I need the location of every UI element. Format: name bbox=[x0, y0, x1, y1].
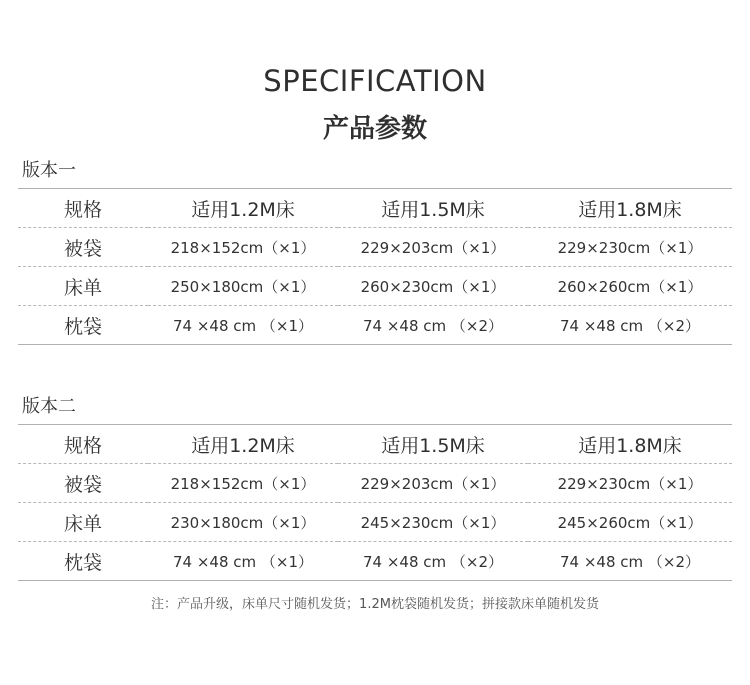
table-cell: 229×203cm（×1） bbox=[360, 474, 506, 493]
table-header-row bbox=[18, 425, 732, 464]
spec-table-version-2 bbox=[18, 424, 732, 581]
header-1-2m: 适用1.2M床 bbox=[191, 434, 295, 457]
table-cell: 74 ×48 cm （×1） bbox=[172, 316, 314, 335]
table-cell: 218×152cm（×1） bbox=[170, 474, 316, 493]
table-cell: 74 ×48 cm （×2） bbox=[559, 552, 701, 571]
footnote: 注：产品升级，床单尺寸随机发货；1.2M枕袋随机发货；拼接款床单随机发货 bbox=[151, 597, 599, 612]
version-2-label: 版本二 bbox=[22, 396, 76, 417]
table-row bbox=[18, 306, 732, 345]
row-label-sheet: 床单 bbox=[63, 512, 102, 535]
table-cell: 260×260cm（×1） bbox=[557, 277, 703, 296]
table-cell: 250×180cm（×1） bbox=[170, 277, 316, 296]
title-chinese: 产品参数 bbox=[322, 114, 427, 144]
header-1-8m: 适用1.8M床 bbox=[578, 198, 682, 221]
version-1-label: 版本一 bbox=[22, 160, 76, 181]
row-label-pillowcase: 枕袋 bbox=[63, 551, 102, 574]
title-english: SPECIFICATION bbox=[263, 64, 487, 98]
header-spec: 规格 bbox=[63, 434, 102, 457]
row-label-pillowcase: 枕袋 bbox=[63, 315, 102, 338]
header-1-5m: 适用1.5M床 bbox=[381, 434, 485, 457]
table-cell: 230×180cm（×1） bbox=[170, 513, 316, 532]
table-cell: 245×260cm（×1） bbox=[557, 513, 703, 532]
spec-table-version-1 bbox=[18, 188, 732, 345]
table-row bbox=[18, 542, 732, 581]
table-row bbox=[18, 267, 732, 306]
row-label-duvet: 被袋 bbox=[63, 237, 102, 260]
table-row bbox=[18, 503, 732, 542]
row-label-duvet: 被袋 bbox=[63, 473, 102, 496]
row-label-sheet: 床单 bbox=[63, 276, 102, 299]
table-cell: 229×203cm（×1） bbox=[360, 238, 506, 257]
table-cell: 260×230cm（×1） bbox=[360, 277, 506, 296]
header-1-5m: 适用1.5M床 bbox=[381, 198, 485, 221]
header-1-8m: 适用1.8M床 bbox=[578, 434, 682, 457]
table-cell: 245×230cm（×1） bbox=[360, 513, 506, 532]
table-cell: 218×152cm（×1） bbox=[170, 238, 316, 257]
table-row bbox=[18, 228, 732, 267]
header-1-2m: 适用1.2M床 bbox=[191, 198, 295, 221]
table-row bbox=[18, 464, 732, 503]
table-cell: 74 ×48 cm （×2） bbox=[362, 316, 504, 335]
table-cell: 74 ×48 cm （×2） bbox=[362, 552, 504, 571]
table-header-row bbox=[18, 189, 732, 228]
table-cell: 74 ×48 cm （×2） bbox=[559, 316, 701, 335]
table-cell: 74 ×48 cm （×1） bbox=[172, 552, 314, 571]
table-cell: 229×230cm（×1） bbox=[557, 474, 703, 493]
table-cell: 229×230cm（×1） bbox=[557, 238, 703, 257]
header-spec: 规格 bbox=[63, 198, 102, 221]
